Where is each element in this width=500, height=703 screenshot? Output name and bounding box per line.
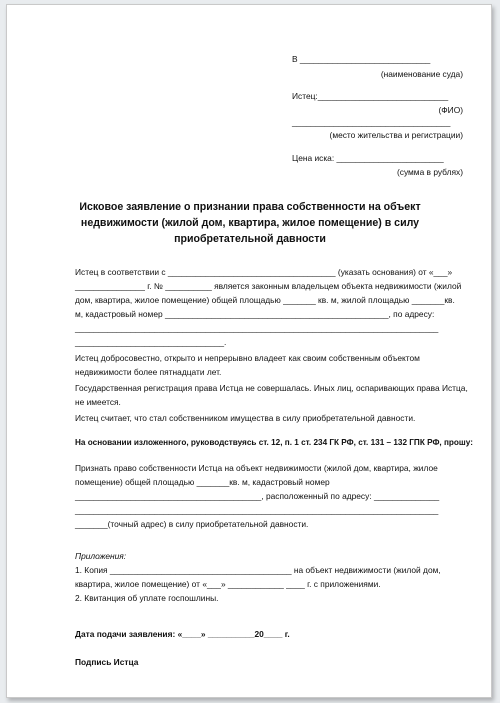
legal-basis: На основании изложенного, руководствуясь ст. 12, п. 1 ст. 234 ГК РФ, ст. 131 – 132 ГПК РФ, прошу: (75, 438, 473, 447)
document-title-line-1: Исковое заявление о признании права собственности на объект (79, 201, 421, 213)
attachment-item: 2. Квитанция об уплате госпошлины. (75, 593, 219, 603)
body-line: Истец добросовестно, открыто и непрерывно владеет как своим собственным объектом (75, 353, 420, 363)
body-line: Государственная регистрация права Истца не совершалась. Иных лиц, оспаривающих права Истца, (75, 383, 468, 393)
body-line: _______________ г. № __________ является законным владельцем объекта недвижимости (жилой (75, 281, 462, 291)
address-caption: (место жительства и регистрации) (329, 130, 463, 140)
address-field: __________________________________ (292, 117, 451, 127)
court-field: В ____________________________ (292, 54, 431, 64)
body-line: ________________________________. (75, 337, 227, 347)
attachments-heading: Приложения: (75, 551, 127, 561)
body-line: Истец в соответствии с ____________________________________ (указать основания) от «___» (75, 267, 453, 277)
request-line: ______________________________________________________________________________ (75, 505, 439, 515)
body-line: не имеется. (75, 397, 121, 407)
attachment-item: 1. Копия _______________________________________ на объект недвижимости (жилой дом, (75, 565, 441, 575)
body-line: Истец считает, что стал собственником имущества в силу приобретательной давности. (75, 413, 416, 423)
court-caption: (наименование суда) (380, 69, 463, 79)
plaintiff-caption: (ФИО) (438, 105, 463, 115)
document-page (6, 4, 492, 698)
request-line: Признать право собственности Истца на объект недвижимости (жилой дом, квартира, жилое (75, 463, 438, 473)
body-line: недвижимости более пятнадцати лет. (75, 367, 222, 377)
attachment-item: квартира, жилое помещение) от «___» ____________ ____ г. с приложениями. (75, 579, 381, 589)
claim-price-caption: (сумма в рублях) (396, 167, 463, 177)
document-title-line-2: недвижимости (жилой дом, квартира, жилое помещение) в силу (80, 217, 420, 229)
body-line: м, кадастровый номер ________________________________________________, по адресу: (75, 309, 435, 319)
document-title-line-3: приобретательной давности (174, 233, 326, 245)
claim-price-field: Цена иска: _______________________ (292, 153, 444, 163)
request-line: _______(точный адрес) в силу приобретательной давности. (75, 519, 309, 529)
request-line: помещение) общей площадью _______кв. м, кадастровый номер (75, 477, 330, 487)
body-line: ______________________________________________________________________________ (75, 323, 439, 333)
body-line: дом, квартира, жилое помещение) общей площадью _______ кв. м, жилой площадью _______кв. (75, 295, 455, 305)
submission-date: Дата подачи заявления: «____» __________20____ г. (75, 629, 290, 639)
request-line: ________________________________________, расположенный по адресу: ______________ (75, 491, 440, 501)
plaintiff-signature: Подпись Истца (75, 657, 139, 667)
plaintiff-field: Истец:____________________________ (292, 91, 449, 101)
